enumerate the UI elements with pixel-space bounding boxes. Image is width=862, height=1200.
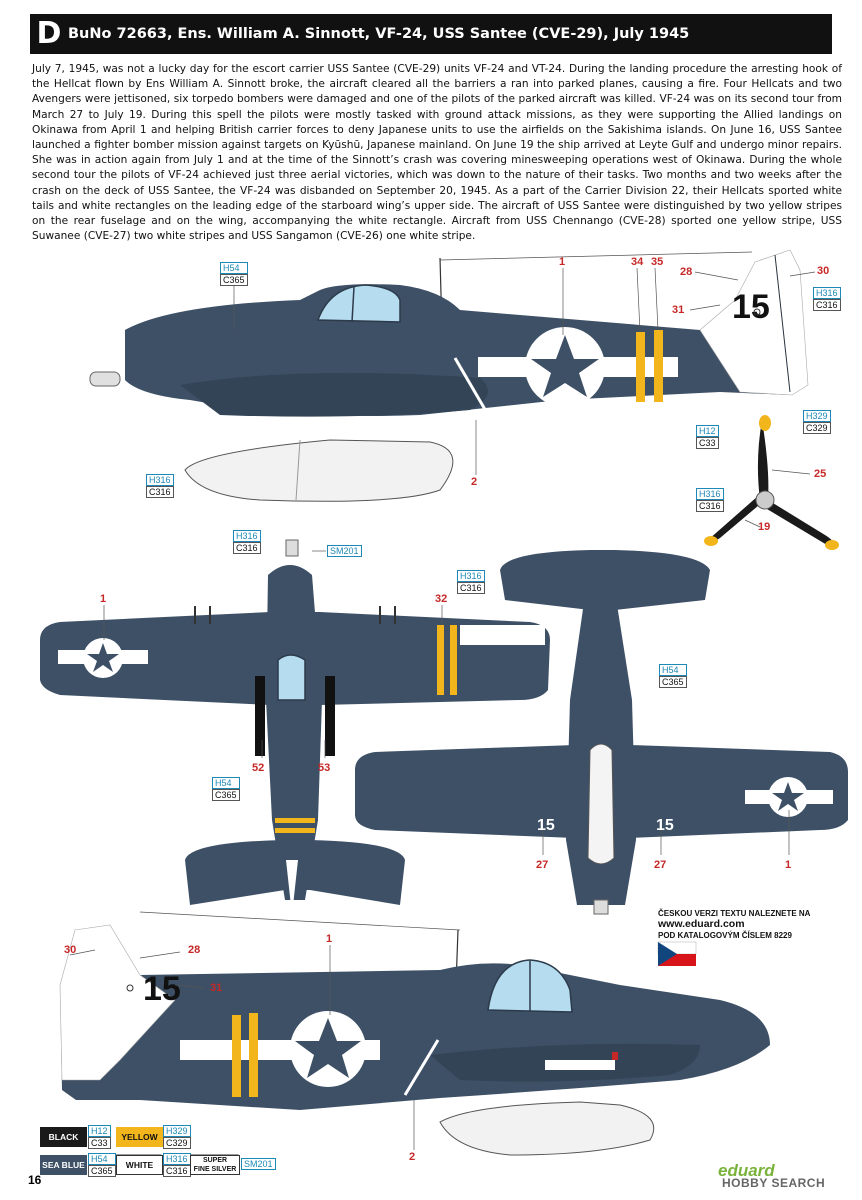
paint-code-silver: SM201 xyxy=(327,545,362,557)
callout-34: 34 xyxy=(631,256,644,268)
history-text: July 7, 1945, was not a lucky day for the escort carrier USS Santee (CVE-29) units VF-24 and VT-24. During the landing procedure the arresting hook of the Hellcat flown by Ens William A. Sinnott broke, the aircraft cleared all the barriers a ran into parked planes, causing a fire. Four Hellcats and two Avengers were jettisoned, six torpedo bombers were damaged and one of the pilots of the parked aircraft was killed. VF-24 was on its second tour from March 27 to July 19. During this spell the pilots were mostly tasked with ground attack missions, as they were supporting the Allied landings on Okinawa from April 1 and helping British carrier forces to deny Japanese units to use the airfields on the Sakishima islands. On June 16, USS Santee launched a fighter bomber mission against targets on Kyūshū, Japanese mainland. On June 19 the ship arrived at Leyte Gulf and undergo minor repairs. She was in action again from July 1 and at the time of the Sinnott’s crash was covering minesweeping operations west of Okinawa. During the whole second tour the pilots of VF-24 achieved just three aerial victories, which was down to the nature of their tasks. Two months and two weeks after the crash on the deck of USS Santee, the VF-24 was disbanded on September 20, 1945. As a part of the Carrier Division 22, their Hellcats sported white tails and white rectangles on the leading edge of the starboard wing’s upper side. The aircraft of USS Santee were distinguished by two yellow stripes on the rear fuselage and on the wing, accompanying the white rectangle. Aircraft from USS Chennango (CVE-28) sported one yellow stripe, USS Suwanee (CVE-27) two white stripes and USS Sangamon (CVE-26) one white stripe. xyxy=(32,63,842,243)
wing-number-left: 15 xyxy=(537,817,555,834)
legend-yellow: YELLOW xyxy=(116,1127,163,1147)
legend-sea-blue-codes: H54 C365 xyxy=(88,1153,116,1177)
callout-30-top: 30 xyxy=(817,265,830,277)
watermark: HOBBY SEARCH xyxy=(722,1176,826,1190)
legend-black-codes: H12 C33 xyxy=(88,1125,111,1149)
legend-black: BLACK xyxy=(40,1127,87,1147)
callout-1-top: 1 xyxy=(559,256,566,268)
callout-19: 19 xyxy=(758,521,771,533)
paint-code-prop-hub: H316 C316 xyxy=(696,488,724,512)
czech-version-note: ČESKOU VERZI TEXTU NALEZNETE NA www.eduard.com POD KATALOGOVÝM ČÍSLEM 8229 xyxy=(658,908,838,941)
paint-code-upper-surface: H54 C365 xyxy=(212,777,240,801)
tail-number-bottom: 15 xyxy=(143,970,181,1008)
propeller xyxy=(704,415,839,550)
wing-number-right: 15 xyxy=(656,817,674,834)
profile-letter: D xyxy=(36,16,62,51)
legend-super-fine-silver: SUPER FINE SILVER xyxy=(190,1155,240,1175)
paint-code-wing-rectangle: H316 C316 xyxy=(457,570,485,594)
tail-number-top: 15 xyxy=(732,288,770,326)
callout-31-top: 31 xyxy=(672,304,685,316)
profile-title: BuNo 72663, Ens. William A. Sinnott, VF-24, USS Santee (CVE-29), July 1945 xyxy=(68,26,690,42)
page-number: 16 xyxy=(28,1173,42,1187)
callout-35: 35 xyxy=(651,256,664,268)
czech-flag-icon xyxy=(658,942,696,966)
legend-white: WHITE xyxy=(116,1155,163,1175)
callout-2-top: 2 xyxy=(471,476,478,488)
paint-code-prop-tips: H329 C329 xyxy=(803,410,831,434)
side-profile-left xyxy=(90,250,808,501)
brand-logo: eduard xyxy=(718,1161,775,1180)
eduard-link[interactable]: www.eduard.com xyxy=(658,918,745,930)
callout-2-bottom: 2 xyxy=(409,1151,416,1163)
legend-yellow-codes: H329 C329 xyxy=(163,1125,191,1149)
callout-30-bottom: 30 xyxy=(64,944,77,956)
callout-53: 53 xyxy=(318,762,331,774)
paint-code-prop-blades: H12 C33 xyxy=(696,425,719,449)
callout-1-upper-wing: 1 xyxy=(100,593,107,605)
paint-code-fuselage-top: H54 C365 xyxy=(220,262,248,286)
callout-52: 52 xyxy=(252,762,265,774)
legend-sea-blue: SEA BLUE xyxy=(40,1155,87,1175)
bottom-view xyxy=(355,550,848,914)
callout-25: 25 xyxy=(814,468,827,480)
callout-27-left: 27 xyxy=(536,859,549,871)
paint-code-tail-top: H316 C316 xyxy=(813,287,841,311)
callout-28-top: 28 xyxy=(680,266,693,278)
legend-white-codes: H316 C316 xyxy=(163,1153,191,1177)
legend-silver-code: SM201 xyxy=(241,1158,276,1170)
callout-31-bottom: 31 xyxy=(210,982,223,994)
top-view xyxy=(40,540,550,915)
callout-32: 32 xyxy=(435,593,448,605)
paint-code-underside: H54 C365 xyxy=(659,664,687,688)
callout-1-bottom: 1 xyxy=(326,933,333,945)
callout-1-lower-wing: 1 xyxy=(785,859,792,871)
callout-28-bottom: 28 xyxy=(188,944,201,956)
callout-27-right: 27 xyxy=(654,859,667,871)
paint-code-droptank-top: H316 C316 xyxy=(146,474,174,498)
paint-code-spinner: H316 C316 xyxy=(233,530,261,554)
